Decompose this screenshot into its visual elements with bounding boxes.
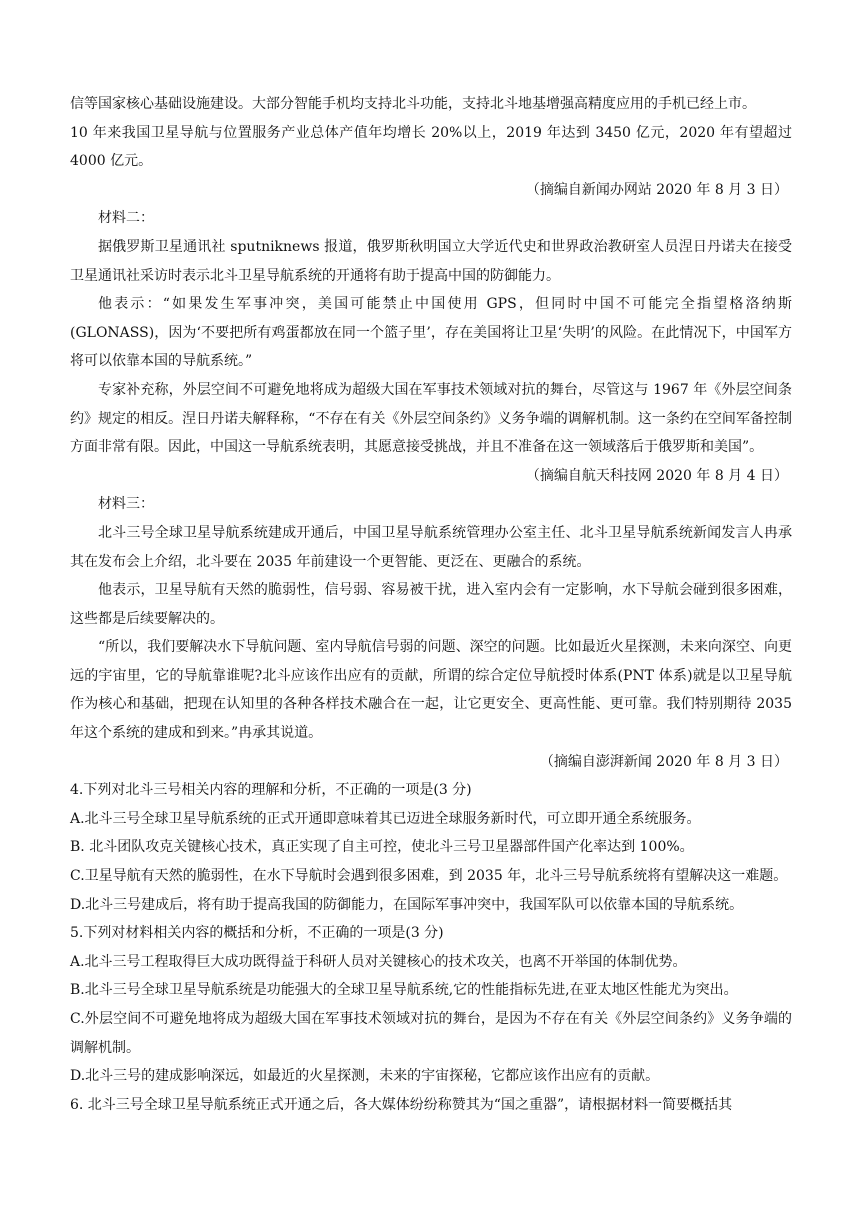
question-4-option-b: B. 北斗团队攻克关键核心技术，真正实现了自主可控，使北斗三号卫星器部件国产化率达到 100%。 — [70, 839, 694, 856]
question-5-option-a: A.北斗三号工程取得巨大成功既得益于科研人员对关键核心的技术攻关，也离不开举国的体制优势。 — [70, 953, 687, 970]
material3-paragraph: 他表示，卫星导航有天然的脆弱性，信号弱、容易被干扰，进入室内会有一定影响，水下导航会碰到很多困难，这些都是后续要解决的。 — [70, 582, 792, 627]
question-5-option-b: B.北斗三号全球卫星导航系统是功能强大的全球卫星导航系统,它的性能指标先进,在亚太地区性能尤为突出。 — [70, 982, 738, 999]
material1-line2: 10 年来我国卫星导航与位置服务产业总体产值年均增长 20%以上，2019 年达到 3450 亿元，2020 年有望超过 4000 亿元。 — [70, 124, 792, 170]
material2-source: （摘编自航天科技网 2020 年 8 月 4 日） — [525, 467, 788, 484]
question-5-option-c: C.外层空间不可避免地将成为超级大国在军事技术领域对抗的舞台，是因为不存在有关《外层空间条约》义务争端的调解机制。 — [70, 1011, 792, 1056]
material3-paragraph: “所以，我们要解决水下导航问题、室内导航信号弱的问题、深空的问题。比如最近火星探测，未来向深空、向更远的宇宙里，它的导航靠谁呢?北斗应该作出应有的贡献，所谓的综合定位导航授时体系(PNT 体系)就是以卫星导航作为核心和基础，把现在认知里的各种各样技术融合在一起，让它更安全、更高性能、更可靠。我们特别期待 2035 年这个系统的建成和到来。”冉承其说道。 — [70, 639, 792, 742]
document-page — [70, 90, 792, 1119]
material3-source: （摘编自澎湃新闻 2020 年 8 月 3 日） — [539, 753, 788, 770]
material2-paragraph: 他表示：“如果发生军事冲突，美国可能禁止中国使用 GPS，但同时中国不可能完全指望格洛纳斯(GLONASS)，因为‘不要把所有鸡蛋都放在同一个篮子里’，存在美国将让卫星‘失明’的风险。在此情况下，中国军方将可以依靠本国的导航系统。” — [70, 296, 792, 370]
material1-source: （摘编自新闻办网站 2020 年 8 月 3 日） — [525, 181, 788, 198]
question-5-option-d: D.北斗三号的建成影响深远，如最近的火星探测，未来的宇宙探秘，它都应该作出应有的贡献。 — [70, 1068, 660, 1085]
question-4-option-c: C.卫星导航有天然的脆弱性，在水下导航时会遇到很多困难，到 2035 年，北斗三号导航系统将有望解决这一难题。 — [70, 868, 788, 885]
question-6-stem: 6. 北斗三号全球卫星导航系统正式开通之后，各大媒体纷纷称赞其为“国之重器”，请根据材料一简要概括其 — [70, 1096, 733, 1113]
material2-header: 材料二： — [98, 210, 154, 227]
question-4-option-d: D.北斗三号建成后，将有助于提高我国的防御能力，在国际军事冲突中，我国军队可以依靠本国的导航系统。 — [70, 896, 744, 913]
material3-header: 材料三： — [98, 496, 154, 513]
material1-line1: 信等国家核心基础设施建设。大部分智能手机均支持北斗功能，支持北斗地基增强高精度应用的手机已经上市。 — [70, 96, 756, 112]
question-4-option-a: A.北斗三号全球卫星导航系统的正式开通即意味着其已迈进全球服务新时代，可立即开通全系统服务。 — [70, 810, 701, 827]
question-5-stem: 5.下列对材料相关内容的概括和分析，不正确的一项是(3 分) — [70, 925, 444, 942]
material3-paragraph: 北斗三号全球卫星导航系统建成开通后，中国卫星导航系统管理办公室主任、北斗卫星导航系统新闻发言人冉承其在发布会上介绍，北斗要在 2035 年前建设一个更智能、更泛在、更融合的系统。 — [70, 524, 792, 570]
material2-paragraph: 据俄罗斯卫星通讯社 sputniknews 报道，俄罗斯秋明国立大学近代史和世界政治教研室人员涅日丹诺夫在接受卫星通讯社采访时表示北斗卫星导航系统的开通将有助于提高中国的防御能力。 — [70, 238, 792, 284]
material2-paragraph: 专家补充称，外层空间不可避免地将成为超级大国在军事技术领域对抗的舞台，尽管这与 1967 年《外层空间条约》规定的相反。涅日丹诺夫解释称，“不存在有关《外层空间条约》义务争端的调解机制。这一条约在空间军备控制方面非常有限。因此，中国这一导航系统表明，其愿意接受挑战，并且不准备在这一领域落后于俄罗斯和美国”。 — [70, 381, 792, 456]
question-4-stem: 4.下列对北斗三号相关内容的理解和分析，不正确的一项是(3 分) — [70, 782, 472, 799]
